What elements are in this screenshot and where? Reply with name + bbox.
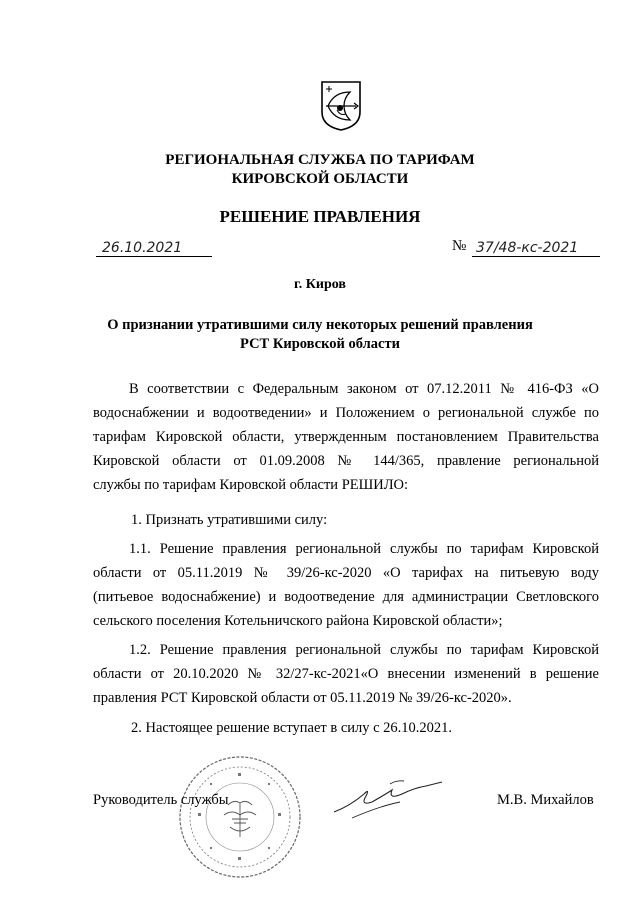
signatory-name: М.В. Михайлов	[497, 792, 594, 808]
text-line: тарифам Кировской области, утвержденным постановлением Правительства	[93, 429, 599, 445]
item-2: 2. Настоящее решение вступает в силу с 26.10.2021.	[131, 720, 453, 736]
text-line: (питьевое водоснабжение) и водоотведение для администрации Светловского	[93, 589, 599, 605]
text-line: области от 20.10.2020 № 32/27-кс-2021«О внесении изменений в решение	[93, 666, 599, 682]
handwritten-signature	[330, 772, 450, 822]
org-name-line2: КИРОВСКОЙ ОБЛАСТИ	[231, 171, 409, 187]
org-name-line1: РЕГИОНАЛЬНАЯ СЛУЖБА ПО ТАРИФАМ	[165, 152, 475, 168]
text-line: 1.1. Решение правления региональной службы по тарифам Кировской	[129, 541, 599, 557]
signatory-position: Руководитель службы	[93, 792, 229, 808]
item-1-2	[93, 638, 599, 710]
item-1: 1. Признать утратившими силу:	[131, 512, 328, 528]
subject-line: РСТ Кировской области	[240, 336, 400, 352]
text-line: службы по тарифам Кировской области РЕШИЛО:	[93, 477, 409, 493]
text-line: 1.2. Решение правления региональной службы по тарифам Кировской	[129, 642, 599, 658]
text-line: водоснабжении и водоотведении» и Положением о региональной службе по	[93, 405, 599, 421]
item-1-1	[93, 537, 599, 633]
city: г. Киров	[294, 277, 346, 292]
document-subject	[90, 316, 550, 354]
text-line: области от 05.11.2019 № 39/26-кс-2020 «О тарифах на питьевую воду	[93, 565, 599, 581]
text-line: Кировской области от 01.09.2008 № 144/365, правление региональной	[93, 453, 599, 469]
text-line: сельского поселения Котельничского района Кировской области»;	[93, 613, 503, 629]
text-line: В соответствии с Федеральным законом от 07.12.2011 № 416-ФЗ «О	[129, 381, 599, 397]
document-date: 26.10.2021	[96, 240, 212, 257]
number-sign: №	[452, 238, 467, 254]
kirov-coat-of-arms-icon	[320, 80, 362, 132]
official-seal-icon	[178, 755, 302, 879]
document-title: РЕШЕНИЕ ПРАВЛЕНИЯ	[219, 207, 421, 226]
text-line: правления РСТ Кировской области от 05.11.2019 № 39/26-кс-2020».	[93, 690, 512, 706]
subject-line: О признании утратившими силу некоторых решений правления	[107, 317, 533, 333]
document-number: 37/48-кс-2021	[472, 240, 600, 257]
intro-paragraph	[93, 377, 599, 497]
